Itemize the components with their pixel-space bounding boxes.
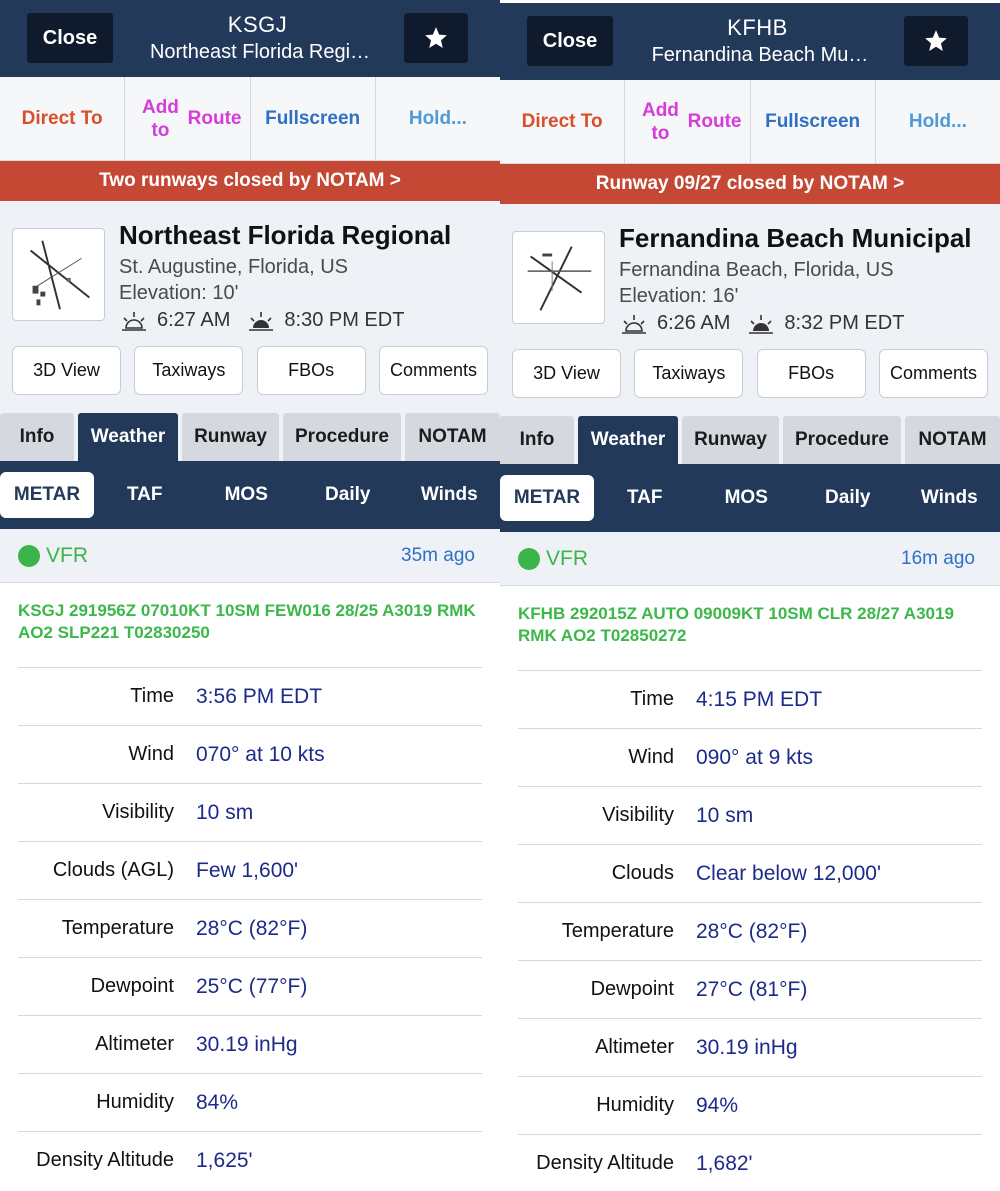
table-row bbox=[18, 667, 482, 725]
subtab-taf[interactable]: TAF bbox=[126, 484, 163, 505]
row-label: Time bbox=[130, 685, 174, 707]
taxiways-button[interactable]: Taxiways bbox=[134, 346, 243, 395]
row-label: Altimeter bbox=[595, 1036, 674, 1058]
row-value: 10 sm bbox=[196, 800, 254, 824]
table-row bbox=[518, 902, 982, 960]
table-row bbox=[518, 670, 982, 728]
sunset-icon bbox=[746, 313, 776, 335]
vfr-status-icon bbox=[518, 548, 540, 570]
table-row bbox=[518, 728, 982, 786]
table-row bbox=[518, 1018, 982, 1076]
row-value: 30.19 inHg bbox=[196, 1032, 298, 1056]
comments-button[interactable]: Comments bbox=[379, 346, 488, 395]
sunrise-time: 6:26 AM bbox=[657, 312, 731, 334]
hold-button[interactable]: Hold... bbox=[408, 108, 467, 129]
row-value: Clear below 12,000' bbox=[696, 861, 881, 885]
vfr-status-icon bbox=[18, 545, 40, 567]
comments-button[interactable]: Comments bbox=[879, 349, 988, 398]
favorite-button[interactable] bbox=[404, 13, 468, 63]
row-value: 1,682' bbox=[696, 1151, 753, 1175]
row-value: 4:15 PM EDT bbox=[696, 687, 823, 711]
table-row bbox=[518, 786, 982, 844]
airport-name: Northeast Florida Regional bbox=[119, 220, 452, 250]
row-value: 070° at 10 kts bbox=[196, 742, 325, 766]
row-value: 25°C (77°F) bbox=[196, 974, 308, 998]
flight-category: VFR bbox=[46, 543, 88, 567]
row-value: 30.19 inHg bbox=[696, 1035, 798, 1059]
table-row bbox=[518, 844, 982, 902]
3d-view-button[interactable]: 3D View bbox=[512, 349, 621, 398]
3d-view-button[interactable]: 3D View bbox=[12, 346, 121, 395]
fullscreen-button[interactable]: Fullscreen bbox=[251, 77, 376, 160]
sunrise-icon bbox=[119, 310, 149, 332]
header-airport-name: Fernandina Beach Mu… bbox=[651, 44, 869, 66]
row-label: Temperature bbox=[561, 920, 674, 942]
row-value: 28°C (82°F) bbox=[696, 919, 808, 943]
tab-weather[interactable]: Weather bbox=[78, 413, 178, 461]
row-value: Few 1,600' bbox=[196, 858, 299, 882]
action-bar bbox=[0, 77, 500, 161]
hold-button[interactable]: Hold... bbox=[908, 111, 967, 132]
add-to-route-label-2: Route bbox=[187, 108, 242, 129]
tab-procedure[interactable]: Procedure bbox=[283, 413, 401, 461]
star-icon bbox=[923, 28, 949, 54]
report-age: 16m ago bbox=[901, 547, 975, 569]
subtab-daily[interactable]: Daily bbox=[825, 487, 871, 508]
row-value: 3:56 PM EDT bbox=[196, 684, 323, 708]
row-label: Altimeter bbox=[95, 1033, 174, 1055]
row-label: Dewpoint bbox=[590, 978, 674, 1000]
sunrise-icon bbox=[619, 313, 649, 335]
notam-banner[interactable]: Runway 09/27 closed by NOTAM > bbox=[500, 164, 1000, 204]
row-label: Wind bbox=[128, 743, 174, 765]
sunset-time: 8:30 PM EDT bbox=[284, 309, 405, 331]
row-value: 28°C (82°F) bbox=[196, 916, 308, 940]
table-row bbox=[18, 957, 482, 1015]
sun-times bbox=[619, 312, 904, 335]
add-to-route-label-1: Add to bbox=[141, 96, 179, 141]
tab-runway[interactable]: Runway bbox=[682, 416, 779, 464]
weather-subtabs bbox=[500, 464, 1000, 532]
sun-times bbox=[119, 309, 404, 332]
fbos-button[interactable]: FBOs bbox=[757, 349, 866, 398]
row-value: 94% bbox=[696, 1093, 739, 1117]
airport-location: Fernandina Beach, Florida, US bbox=[619, 259, 894, 281]
subtab-mos[interactable]: MOS bbox=[224, 484, 268, 505]
row-label: Visibility bbox=[602, 804, 674, 826]
close-button[interactable]: Close bbox=[527, 16, 613, 66]
subtab-metar[interactable]: METAR bbox=[0, 472, 94, 518]
row-label: Wind bbox=[628, 746, 674, 768]
row-value: 84% bbox=[196, 1090, 239, 1114]
row-value: 27°C (81°F) bbox=[696, 977, 808, 1001]
add-to-route-label-2: Route bbox=[687, 111, 742, 132]
airport-diagram-thumbnail[interactable] bbox=[12, 228, 105, 321]
airport-info bbox=[0, 201, 500, 409]
tab-weather[interactable]: Weather bbox=[578, 416, 678, 464]
airport-name: Fernandina Beach Municipal bbox=[619, 223, 972, 253]
airport-location: St. Augustine, Florida, US bbox=[119, 256, 349, 278]
tab-procedure[interactable]: Procedure bbox=[783, 416, 901, 464]
subtab-daily[interactable]: Daily bbox=[325, 484, 371, 505]
airport-diagram-icon bbox=[513, 232, 604, 323]
row-label: Visibility bbox=[102, 801, 174, 823]
fullscreen-button[interactable]: Fullscreen bbox=[751, 80, 876, 163]
action-bar bbox=[500, 80, 1000, 164]
taxiways-button[interactable]: Taxiways bbox=[634, 349, 743, 398]
add-to-route-button[interactable] bbox=[125, 77, 250, 160]
add-to-route-button[interactable] bbox=[625, 80, 750, 163]
favorite-button[interactable] bbox=[904, 16, 968, 66]
airport-elevation: Elevation: 16' bbox=[619, 285, 739, 307]
row-value: 10 sm bbox=[696, 803, 754, 827]
add-to-route-label-1: Add to bbox=[641, 99, 679, 144]
header-bar bbox=[0, 0, 500, 77]
table-row bbox=[518, 960, 982, 1018]
direct-to-button[interactable]: Direct To bbox=[500, 80, 625, 163]
tab-notam[interactable]: NOTAM bbox=[405, 413, 500, 461]
table-row bbox=[518, 1076, 982, 1134]
airport-ident: KSGJ bbox=[227, 12, 288, 37]
airport-buttons bbox=[12, 346, 488, 395]
airport-ident: KFHB bbox=[727, 15, 788, 40]
flight-category-row bbox=[0, 529, 500, 583]
raw-metar: KSGJ 291956Z 07010KT 10SM FEW016 28/25 A3019 RMK AO2 SLP221 T02830250 bbox=[18, 601, 476, 642]
fbos-button[interactable]: FBOs bbox=[257, 346, 366, 395]
main-tabs bbox=[0, 409, 500, 461]
row-value: 090° at 9 kts bbox=[696, 745, 813, 769]
sunset-time: 8:32 PM EDT bbox=[784, 312, 905, 334]
main-tabs bbox=[500, 412, 1000, 464]
row-label: Clouds (AGL) bbox=[52, 859, 174, 881]
subtab-metar[interactable]: METAR bbox=[500, 475, 594, 521]
table-row bbox=[518, 1134, 982, 1191]
weather-subtabs bbox=[0, 461, 500, 529]
sunset-icon bbox=[246, 310, 276, 332]
tab-notam[interactable]: NOTAM bbox=[905, 416, 1000, 464]
airport-buttons bbox=[512, 349, 988, 398]
row-label: Dewpoint bbox=[90, 975, 174, 997]
airport-diagram-thumbnail[interactable] bbox=[512, 231, 605, 324]
header-airport-name: Northeast Florida Regi… bbox=[149, 41, 371, 63]
header-bar bbox=[500, 3, 1000, 80]
row-label: Time bbox=[630, 688, 674, 710]
row-label: Density Altitude bbox=[536, 1152, 674, 1174]
tab-info[interactable]: Info bbox=[500, 416, 574, 464]
metar-table bbox=[0, 667, 500, 1189]
notam-banner[interactable]: Two runways closed by NOTAM > bbox=[0, 161, 500, 201]
report-age: 35m ago bbox=[401, 544, 475, 566]
row-label: Clouds bbox=[611, 862, 674, 884]
table-row bbox=[18, 1073, 482, 1131]
metar-table bbox=[500, 670, 1000, 1191]
subtab-winds[interactable]: Winds bbox=[920, 487, 978, 508]
airport-panel-kfhb bbox=[500, 3, 1000, 1191]
star-icon bbox=[423, 25, 449, 51]
table-row bbox=[18, 725, 482, 783]
close-button[interactable]: Close bbox=[27, 13, 113, 63]
airport-info bbox=[500, 204, 1000, 412]
row-label: Humidity bbox=[96, 1091, 174, 1113]
table-row bbox=[18, 1015, 482, 1073]
row-value: 1,625' bbox=[196, 1148, 253, 1172]
tab-runway[interactable]: Runway bbox=[182, 413, 279, 461]
raw-metar: KFHB 292015Z AUTO 09009KT 10SM CLR 28/27 A3019 RMK AO2 T02850272 bbox=[518, 604, 954, 645]
table-row bbox=[18, 1131, 482, 1189]
table-row bbox=[18, 841, 482, 899]
tab-info[interactable]: Info bbox=[0, 413, 74, 461]
airport-elevation: Elevation: 10' bbox=[119, 282, 239, 304]
flight-category-row bbox=[500, 532, 1000, 586]
table-row bbox=[18, 899, 482, 957]
subtab-mos[interactable]: MOS bbox=[724, 487, 768, 508]
row-label: Density Altitude bbox=[36, 1149, 174, 1171]
airport-diagram-icon bbox=[13, 229, 104, 320]
row-label: Temperature bbox=[61, 917, 174, 939]
sunrise-time: 6:27 AM bbox=[157, 309, 231, 331]
row-label: Humidity bbox=[596, 1094, 674, 1116]
flight-category: VFR bbox=[546, 546, 588, 570]
table-row bbox=[18, 783, 482, 841]
direct-to-button[interactable]: Direct To bbox=[0, 77, 125, 160]
subtab-winds[interactable]: Winds bbox=[420, 484, 478, 505]
subtab-taf[interactable]: TAF bbox=[626, 487, 663, 508]
